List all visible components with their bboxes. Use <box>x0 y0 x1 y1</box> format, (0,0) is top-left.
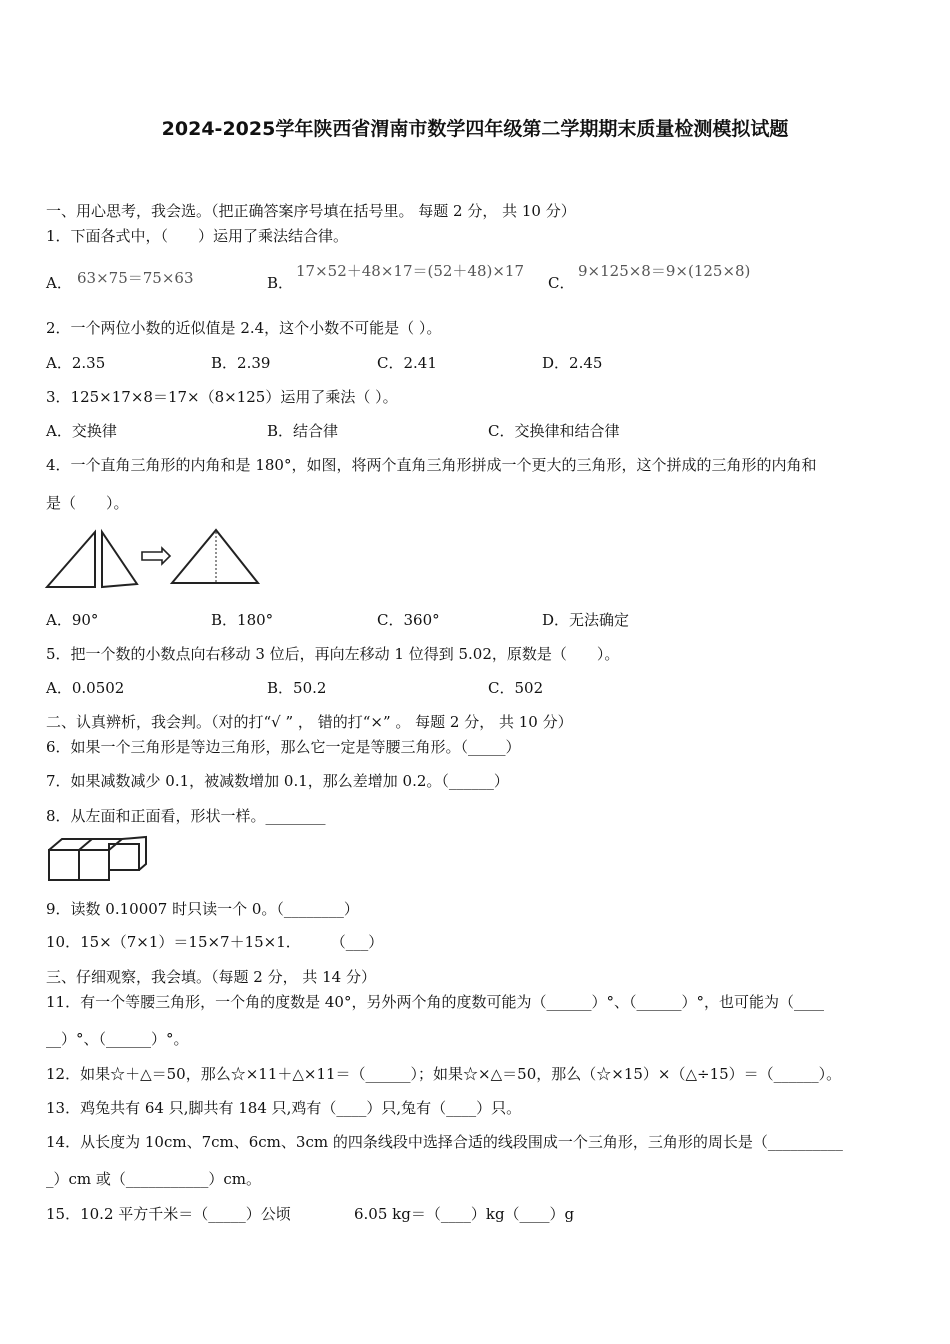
question-15-part-1: 15．10.2 平方千米＝（_____）公顷 <box>46 1205 291 1223</box>
q2-option-b: B．2.39 <box>211 354 271 372</box>
question-14-line-1: 14．从长度为 10cm、7cm、6cm、3cm 的四条线段中选择合适的线段围成一个三角形，三角形的周长是（__________ <box>46 1133 843 1151</box>
question-8: 8．从左面和正面看，形状一样。________ <box>46 807 326 825</box>
triangles-figure <box>44 528 264 592</box>
q4-option-a: A．90° <box>46 611 99 629</box>
question-4-line-1: 4．一个直角三角形的内角和是 180°，如图，将两个直角三角形拼成一个更大的三角形，这个拼成的三角形的内角和 <box>46 456 817 474</box>
q5-option-a: A．0.0502 <box>46 679 125 697</box>
q5-option-c: C．502 <box>488 679 544 697</box>
q1-option-b-formula: 17×52＋48×17＝(52＋48)×17 <box>296 262 525 280</box>
question-14-line-2: _）cm 或（___________）cm。 <box>46 1170 262 1188</box>
q4-option-d: D．无法确定 <box>542 611 630 629</box>
question-6: 6．如果一个三角形是等边三角形，那么它一定是等腰三角形。（_____） <box>46 738 521 756</box>
q4-option-c: C．360° <box>377 611 440 629</box>
q3-option-a: A．交换律 <box>46 422 117 440</box>
q1-option-b-label: B． <box>267 274 294 292</box>
section-2-heading: 二、认真辨析，我会判。（对的打“√ ” ， 错的打“×” 。 每题 2 分， 共 10 分） <box>46 713 573 731</box>
section-3-heading: 三、仔细观察，我会填。（每题 2 分， 共 14 分） <box>46 968 376 986</box>
question-13: 13．鸡兔共有 64 只,脚共有 184 只,鸡有（____）只,兔有（____）只。 <box>46 1099 522 1117</box>
question-9: 9．读数 0.10007 时只读一个 0。（________） <box>46 900 359 918</box>
page-title: 2024-2025学年陕西省渭南市数学四年级第二学期期末质量检测模拟试题 <box>161 118 789 140</box>
question-2: 2．一个两位小数的近似值是 2.4，这个小数不可能是（ ）。 <box>46 319 442 337</box>
question-10: 10．15×（7×1）＝15×7＋15×1． （___） <box>46 933 384 951</box>
question-1: 1．下面各式中，（ ）运用了乘法结合律。 <box>46 227 349 245</box>
q4-option-b: B．180° <box>211 611 274 629</box>
question-11-line-1: 11．有一个等腰三角形，一个角的度数是 40°，另外两个角的度数可能为（______）°、（______）°，也可能为（____ <box>46 993 824 1011</box>
q1-option-a-formula: 63×75＝75×63 <box>77 269 194 287</box>
question-4-line-2: 是（ ）。 <box>46 494 129 512</box>
question-3: 3．125×17×8＝17×（8×125）运用了乘法（ ）。 <box>46 388 398 406</box>
question-15-part-2: 6.05 kg＝（____）kg（____）g <box>354 1205 575 1223</box>
q1-option-a-label: A． <box>46 274 72 292</box>
question-7: 7．如果减数减少 0.1，被减数增加 0.1，那么差增加 0.2。（______） <box>46 772 509 790</box>
q2-option-d: D．2.45 <box>542 354 603 372</box>
q3-option-c: C．交换律和结合律 <box>488 422 620 440</box>
question-5: 5．把一个数的小数点向右移动 3 位后，再向左移动 1 位得到 5.02，原数是（ ）。 <box>46 645 620 663</box>
q2-option-c: C．2.41 <box>377 354 437 372</box>
q1-option-c-formula: 9×125×8＝9×(125×8) <box>578 262 751 280</box>
cubes-figure <box>46 834 152 886</box>
question-11-line-2: __）°、（______）°。 <box>46 1030 189 1048</box>
q1-option-c-label: C． <box>548 274 575 292</box>
q2-option-a: A．2.35 <box>46 354 106 372</box>
question-12: 12．如果☆＋△＝50，那么☆×11＋△×11＝（______）；如果☆×△＝50，那么（☆×15）×（△÷15）＝（______）。 <box>46 1065 842 1083</box>
section-1-heading: 一、用心思考，我会选。（把正确答案序号填在括号里。 每题 2 分， 共 10 分） <box>46 202 576 220</box>
q5-option-b: B．50.2 <box>267 679 327 697</box>
q3-option-b: B．结合律 <box>267 422 339 440</box>
